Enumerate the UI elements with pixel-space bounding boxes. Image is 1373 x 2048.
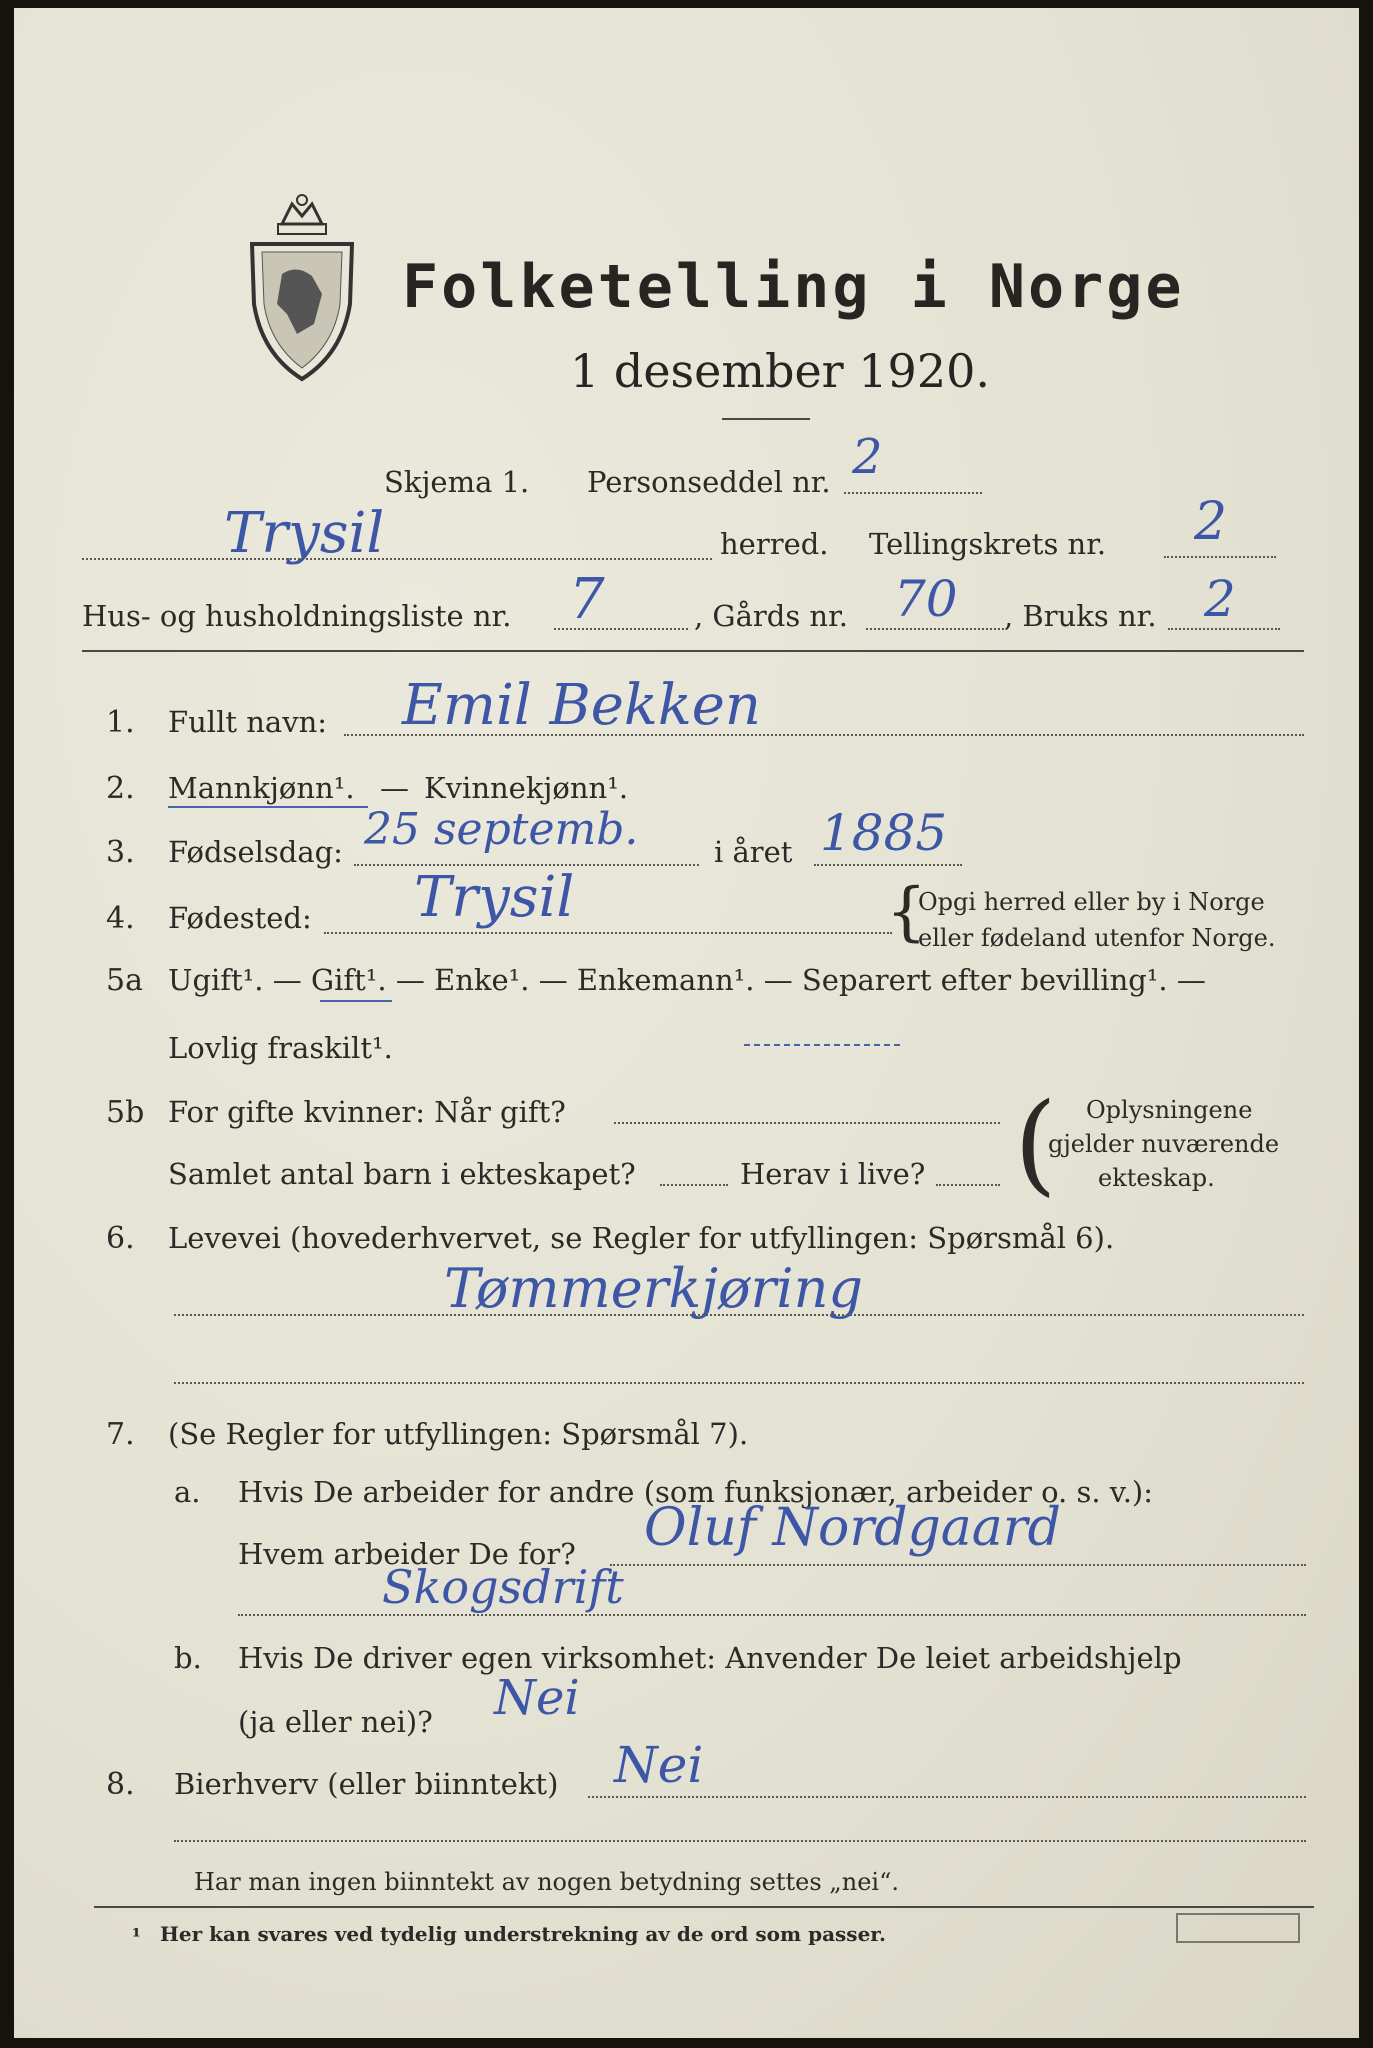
gards-label: , Gårds nr. (694, 599, 848, 633)
q5b-married-line (614, 1122, 1000, 1124)
q7b-letter: b. (174, 1641, 202, 1675)
q7a-letter: a. (174, 1475, 201, 1509)
q7b-line2: (ja eller nei)? (238, 1705, 433, 1739)
skjema-label: Skjema 1. (384, 465, 530, 499)
q4-number: 4. (106, 901, 135, 936)
q5b-children-label: Samlet antal barn i ekteskapet? (168, 1157, 636, 1191)
q5b-note-brace: ( (1014, 1079, 1057, 1207)
q8-line2 (174, 1840, 1306, 1842)
q7-label: (Se Regler for utfyllingen: Spørsmål 7). (168, 1417, 749, 1451)
form-date: 1 desember 1920. (570, 344, 990, 398)
tellingskrets-line (1164, 556, 1276, 558)
form-title: Folketelling i Norge (402, 252, 1185, 322)
gards-line (866, 628, 1004, 630)
q7b-line1: Hvis De driver egen virksomhet: Anvender De leiet arbeidshjelp (238, 1641, 1182, 1675)
q3-year-label: i året (714, 835, 793, 869)
q7-number: 7. (106, 1417, 135, 1452)
q1-label: Fullt navn: (168, 705, 328, 739)
q5b-note-line3: ekteskap. (1098, 1164, 1215, 1192)
q8-label: Bierhverv (eller biinntekt) (174, 1767, 559, 1801)
q4-label: Fødested: (168, 901, 312, 935)
q5b-married-when: For gifte kvinner: Når gift? (168, 1095, 566, 1129)
q4-value[interactable]: Trysil (414, 865, 575, 930)
q3-year-line (814, 864, 962, 866)
q8-line (588, 1796, 1306, 1798)
bruks-line (1168, 628, 1280, 630)
personseddel-label: Personseddel nr. (587, 465, 831, 499)
q5a-lovlig-fraskilt[interactable]: Lovlig fraskilt¹. (168, 1031, 393, 1065)
q5b-alive-line (936, 1184, 1000, 1186)
q4-note-line1: Opgi herred eller by i Norge (918, 888, 1265, 916)
gards-value[interactable]: 70 (894, 570, 958, 628)
herred-value[interactable]: Trysil (224, 501, 385, 566)
q2-male-underline (168, 806, 368, 808)
q5b-alive-label: Herav i live? (740, 1157, 926, 1191)
q5a-gift-underline (320, 1000, 392, 1002)
q2-female-option[interactable]: Kvinnekjønn¹. (424, 771, 629, 805)
q3-day-value[interactable]: 25 septemb. (364, 804, 639, 855)
q7b-value[interactable]: Nei (494, 1670, 580, 1726)
q4-note-brace: { (886, 875, 927, 949)
q3-number: 3. (106, 835, 135, 870)
q1-value[interactable]: Emil Bekken (402, 673, 761, 738)
q5a-options: Ugift¹. — Gift¹. — Enke¹. — Enkemann¹. — Separert efter bevilling¹. — (168, 963, 1206, 997)
husliste-value[interactable]: 7 (569, 567, 605, 632)
footer-divider (94, 1906, 1314, 1908)
footnote-text: Her kan svares ved tydelig understrekning av de ord som passer. (160, 1922, 886, 1946)
personseddel-value[interactable]: 2 (852, 429, 883, 485)
q4-line (324, 932, 892, 934)
title-divider (722, 418, 810, 420)
q7a-employer-value2[interactable]: Skogsdrift (382, 1560, 624, 1614)
q5b-children-line (660, 1184, 728, 1186)
q7a-line1: Hvis De arbeider for andre (som funksjonær, arbeider o. s. v.): (238, 1475, 1154, 1509)
q5a-dash-mark (744, 1044, 900, 1046)
header-divider (82, 650, 1304, 652)
q6-line1 (174, 1314, 1304, 1316)
bruks-label: , Bruks nr. (1004, 599, 1157, 633)
q7a-employer-line (610, 1564, 1306, 1566)
q7a-second-line (238, 1614, 1306, 1616)
tellingskrets-label: Tellingskrets nr. (869, 527, 1107, 561)
norwegian-coat-of-arms (242, 184, 362, 384)
q5b-number: 5b (106, 1095, 145, 1130)
q5b-note-line2: gjelder nuværende (1048, 1130, 1280, 1158)
q7a-line2: Hvem arbeider De for? (238, 1537, 576, 1571)
q6-label: Levevei (hovederhvervet, se Regler for utfyllingen: Spørsmål 6). (168, 1221, 1115, 1255)
q5a-number: 5a (106, 963, 143, 998)
q2-number: 2. (106, 771, 135, 806)
q6-line2 (174, 1382, 1304, 1384)
q6-number: 6. (106, 1221, 135, 1256)
q2-male-option[interactable]: Mannkjønn¹. (168, 771, 355, 805)
footnote-mark: ¹ (132, 1924, 141, 1948)
personseddel-line (844, 492, 982, 494)
bruks-value[interactable]: 2 (1204, 570, 1236, 628)
tellingskrets-value[interactable]: 2 (1194, 492, 1228, 552)
q3-year-value[interactable]: 1885 (820, 804, 948, 862)
printer-stamp (1176, 1913, 1300, 1943)
q3-label: Fødselsdag: (168, 835, 343, 869)
herred-line (82, 558, 712, 560)
q1-number: 1. (106, 705, 135, 740)
herred-label: herred. (720, 527, 829, 561)
q8-value[interactable]: Nei (614, 1736, 704, 1794)
q6-value[interactable]: Tømmerkjøring (444, 1257, 863, 1320)
husliste-label: Hus- og husholdningsliste nr. (82, 599, 512, 633)
q5b-note-line1: Oplysningene (1086, 1096, 1253, 1124)
q7a-employer-value[interactable]: Oluf Nordgaard (644, 1498, 1061, 1558)
q8-number: 8. (106, 1767, 135, 1802)
q2-separator: — (380, 771, 409, 805)
census-form-page (14, 8, 1359, 2038)
footer-note: Har man ingen biinntekt av nogen betydning settes „nei“. (194, 1868, 899, 1896)
q4-note-line2: eller fødeland utenfor Norge. (918, 924, 1276, 952)
